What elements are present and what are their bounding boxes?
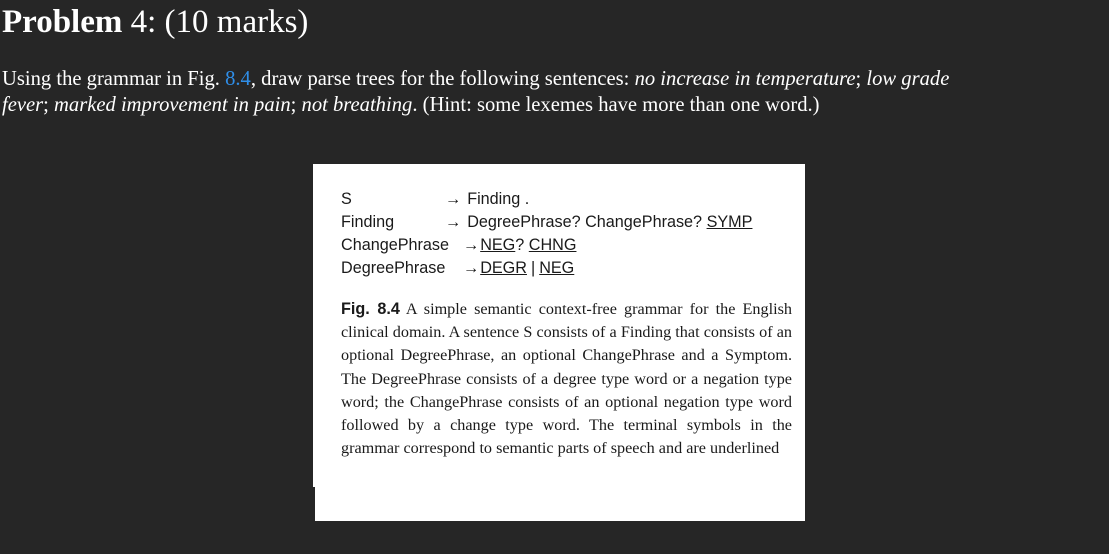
rule-rhs (445, 211, 752, 234)
rule-rhs-text: Finding . (467, 190, 530, 208)
problem-text-part2: , draw parse trees for the following sentences: (250, 68, 635, 90)
figure-edge-rule (313, 487, 315, 521)
problem-statement-line-1 (2, 66, 1107, 92)
separator-3: ; (290, 94, 302, 116)
right-arrow-icon: → (463, 259, 480, 277)
problem-title (2, 0, 308, 44)
rule-rhs (445, 188, 529, 211)
sentence-1: no increase in temperature (634, 68, 856, 90)
problem-statement (2, 66, 1107, 118)
rule-lhs: S (341, 190, 352, 208)
terminal-neg: NEG (539, 259, 575, 277)
figure-caption-label: Fig. 8.4 (341, 300, 400, 318)
right-arrow-icon: → (445, 213, 462, 231)
sentence-3: marked improvement in pain (54, 94, 291, 116)
sentence-2-start: low grade (866, 68, 950, 90)
rule-rhs-text: DegreePhrase? ChangePhrase? (467, 213, 707, 231)
problem-title-rest: 4: (10 marks) (122, 4, 309, 40)
rule-rhs (463, 234, 576, 257)
rule-rhs (463, 257, 574, 280)
separator-2: ; (43, 94, 55, 116)
problem-text-part1: Using the grammar in Fig. (2, 68, 220, 90)
terminal-symp: SYMP (706, 213, 753, 231)
problem-hint: . (Hint: some lexemes have more than one word.) (412, 94, 820, 116)
figure-caption-text: A simple semantic context-free grammar for the English clinical domain. A sentence S consists of a Finding that consists of an optional DegreePhrase, an optional ChangePhrase and a Symptom. The DegreePhrase consists of a degree type word or a negation type word; the ChangePhrase consists of an optional negation type word followed by a change type word. The terminal symbols in the grammar correspond to semantic parts of speech and are underlined (341, 300, 792, 458)
rule-lhs: Finding (341, 213, 395, 231)
alternation-bar: | (530, 259, 536, 277)
rule-lhs: DegreePhrase (341, 259, 446, 277)
terminal-neg: NEG (480, 236, 516, 254)
right-arrow-icon: → (445, 190, 462, 208)
sentence-2-end: fever (2, 94, 44, 116)
figure-reference-link[interactable]: 8.4 (225, 68, 251, 90)
problem-title-bold: Problem (2, 4, 123, 40)
figure-caption (341, 298, 792, 460)
figure-8-4 (313, 164, 805, 521)
separator-1: ; (855, 68, 867, 90)
sentence-4: not breathing (301, 94, 413, 116)
terminal-chng: CHNG (528, 236, 577, 254)
terminal-degr: DEGR (480, 259, 527, 277)
right-arrow-icon: → (463, 236, 480, 254)
problem-statement-line-2 (2, 92, 1107, 118)
optional-marker: ? (515, 236, 529, 254)
rule-lhs: ChangePhrase (341, 236, 449, 254)
